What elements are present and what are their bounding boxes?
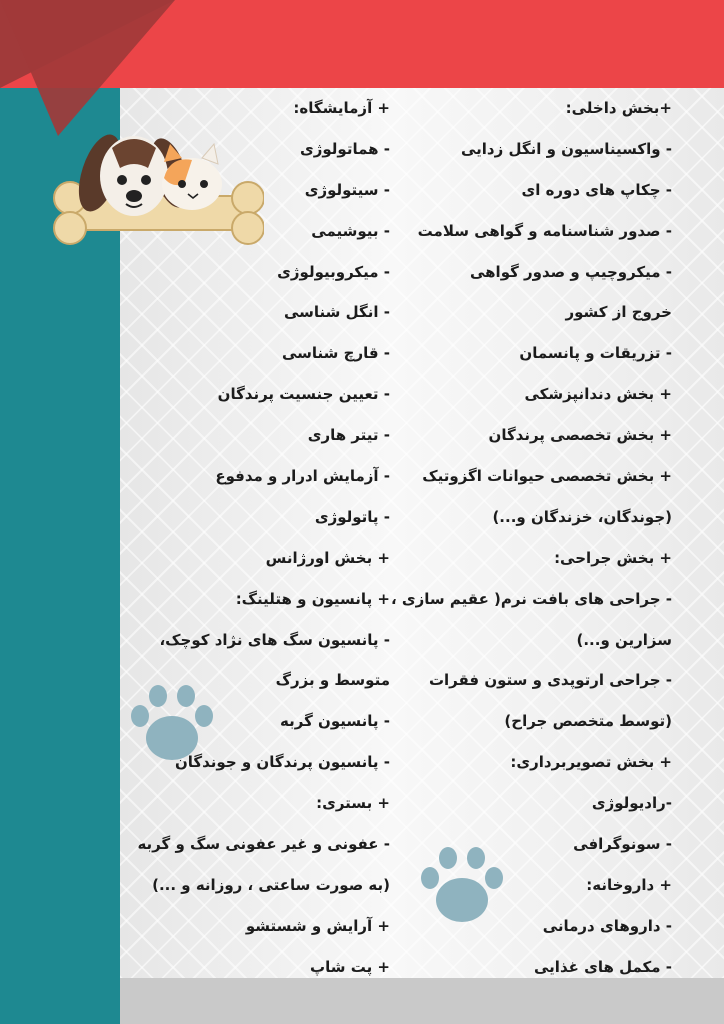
service-line: - میکروچیپ و صدور گواهی: [469, 262, 672, 281]
service-line: متوسط و بزرگ: [275, 671, 390, 690]
service-line: + بخش تخصصی حیوانات اگزوتیک: [422, 467, 672, 486]
service-line: - پانسیون گربه: [280, 712, 390, 731]
service-line: (به صورت ساعتی ، روزانه و ...): [152, 875, 390, 894]
service-line: - جراحی ارتوپدی و ستون فقرات: [428, 671, 672, 690]
service-line: - تیتر هاری: [307, 426, 390, 445]
service-line: + آزمایشگاه:: [293, 99, 390, 117]
service-line: + پانسیون و هتلینگ:: [235, 589, 390, 608]
service-line: + بخش دندانپزشکی: [524, 385, 672, 404]
service-line: + بخش تخصصی پرندگان: [488, 426, 672, 445]
service-line: + بخش اورژانس: [265, 548, 390, 567]
service-line: - پانسیون پرندگان و جوندگان: [174, 753, 390, 772]
service-line: - آزمایش ادرار و مدفوع: [215, 467, 390, 486]
service-line: خروج از کشور: [565, 303, 672, 322]
service-line: - واکسیناسیون و انگل زدایی: [460, 139, 672, 158]
service-line: - چکاپ های دوره ای: [521, 180, 672, 199]
service-line: - قارچ شناسی: [281, 344, 390, 363]
service-line: - سونوگرافی: [573, 835, 672, 854]
service-line: - میکروبیولوژی: [277, 262, 390, 281]
service-line: + آرایش و شستشو: [245, 916, 390, 935]
service-line: + بخش تصویربرداری:: [510, 753, 672, 772]
service-line: - تعیین جنسیت پرندگان: [217, 385, 390, 404]
service-line: - سیتولوژی: [304, 180, 390, 199]
service-line: (جوندگان، خزندگان و...): [492, 507, 672, 526]
service-line: - پانسیون سگ های نژاد کوچک،: [159, 630, 390, 649]
service-line: - عفونی و غیر عفونی سگ و گربه: [137, 835, 390, 854]
service-line: +بخش داخلی:: [565, 99, 672, 117]
service-line: + داروخانه:: [586, 875, 672, 894]
service-line: - داروهای درمانی: [542, 916, 672, 935]
service-line: - تزریقات و پانسمان: [519, 344, 672, 363]
service-line: - مکمل های غذایی: [534, 957, 672, 976]
service-line: - جراحی های بافت نرم( عقیم سازی ،: [390, 589, 672, 608]
service-line: + بستری:: [316, 794, 390, 813]
service-line: - هماتولوژی: [300, 139, 390, 158]
service-line: - انگل شناسی: [284, 303, 390, 322]
service-line: + بخش جراحی:: [554, 548, 672, 567]
service-line: - بیوشیمی: [311, 221, 390, 240]
service-line: + پت شاپ: [310, 957, 390, 976]
services-left-column: [120, 88, 390, 988]
service-line: (توسط متخصص جراح): [504, 712, 672, 731]
service-line: -رادیولوژی: [591, 794, 672, 813]
service-line: - صدور شناسنامه و گواهی سلامت: [417, 221, 672, 240]
services-right-column: [342, 88, 672, 988]
service-line: سزارین و...): [576, 630, 672, 649]
service-line: - پاتولوژی: [314, 507, 390, 526]
